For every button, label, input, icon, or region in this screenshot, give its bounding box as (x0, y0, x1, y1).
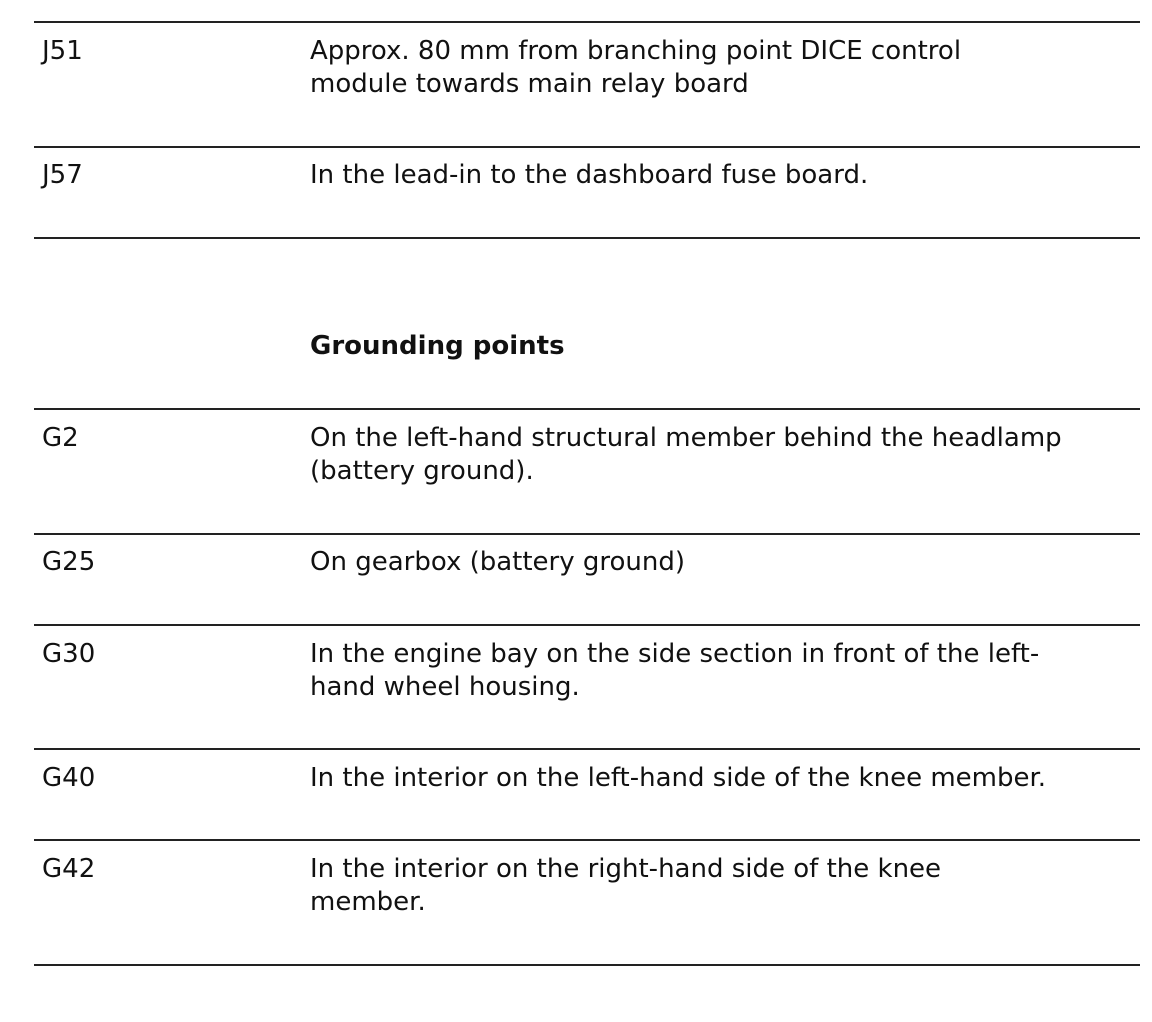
table-rule (34, 21, 1140, 23)
table-rule (34, 533, 1140, 535)
row-description-line: Approx. 80 mm from branching point DICE control (310, 36, 962, 66)
row-description-line: (battery ground). (310, 456, 534, 486)
row-description-line: In the interior on the left-hand side of the knee member. (310, 763, 1047, 793)
row-code: G2 (42, 423, 79, 453)
row-description-line: On gearbox (battery ground) (310, 547, 686, 577)
row-code: G30 (42, 639, 96, 669)
row-description-line: member. (310, 887, 426, 917)
table-rule (34, 146, 1140, 148)
row-description-line: In the lead-in to the dashboard fuse board. (310, 160, 869, 190)
section-heading: Grounding points (310, 331, 565, 361)
row-description-line: On the left-hand structural member behind the headlamp (310, 423, 1062, 453)
row-code: G42 (42, 854, 96, 884)
row-description-line: In the interior on the right-hand side of the knee (310, 854, 942, 884)
row-description-line: module towards main relay board (310, 69, 749, 99)
row-code: J57 (42, 160, 83, 190)
row-code: G40 (42, 763, 96, 793)
row-description-line: hand wheel housing. (310, 672, 580, 702)
row-description-line: In the engine bay on the side section in front of the left- (310, 639, 1040, 669)
table-rule (34, 964, 1140, 966)
table-rule (34, 408, 1140, 410)
table-rule (34, 237, 1140, 239)
table-rule (34, 748, 1140, 750)
row-code: J51 (42, 36, 83, 66)
row-code: G25 (42, 547, 96, 577)
table-rule (34, 839, 1140, 841)
table-rule (34, 624, 1140, 626)
